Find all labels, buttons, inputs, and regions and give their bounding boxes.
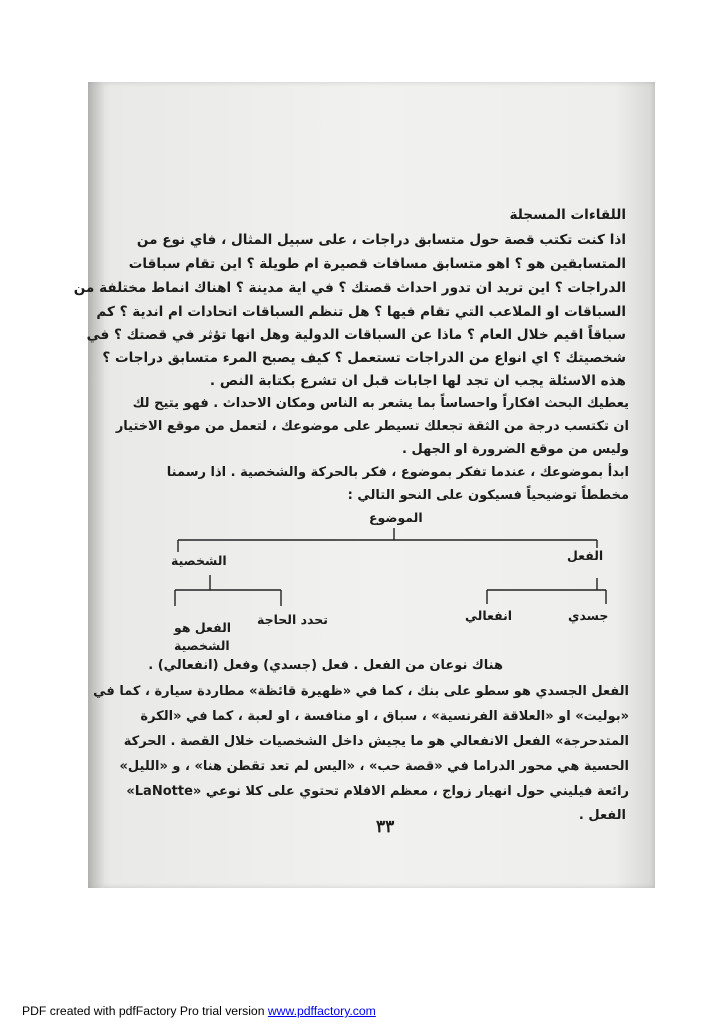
diagram-action-label: الفعل: [567, 548, 604, 563]
body-line: الدراجات ؟ اين تريد ان تدور احداث قصتك ؟ في اية مدينة ؟ اهناك انماط مختلفة من: [73, 280, 626, 296]
diagram-root-label: الموضوع: [369, 510, 423, 525]
body-line: المتسابقين هو ؟ اهو متسابق مسافات قصيرة ام طويلة ؟ اين تقام سباقات: [128, 256, 626, 272]
body-line: «LaNotte» رائعة فيليني حول انهيار زواج ، معظم الافلام تحتوي على كلا نوعي: [126, 784, 629, 799]
diagram-action-is-label: الفعل هو: [174, 620, 232, 635]
diagram-need-label: تحدد الحاجة: [257, 612, 328, 627]
body-line: ابدأ بموضوعك ، عندما تفكر بموضوع ، فكر بالحركة والشخصية . اذا رسمنا: [166, 465, 629, 480]
body-line: الفعل .: [578, 808, 626, 823]
body-line: مخططاً توضيحياً فسيكون على النحو التالي :: [347, 488, 629, 503]
body-line: وليس من موقع الضرورة او الجهل .: [402, 442, 629, 457]
section-heading: اللقاءات المسجلة: [509, 207, 626, 223]
body-line: هذه الاسئلة يجب ان تجد لها اجابات قبل ان تشرع بكتابة النص .: [209, 373, 626, 389]
body-line: سباقاً اقيم خلال العام ؟ ماذا عن السباقات الدولية وهل انها تؤثر في قصتك ؟ في: [86, 327, 626, 343]
body-line: اذا كنت تكتب قصة حول متسابق دراجات ، على سبيل المثال ، فاي نوع من: [136, 232, 626, 248]
body-line: شخصيتك ؟ اي انواع من الدراجات تستعمل ؟ كيف يصبح المرء متسابق دراجات ؟: [102, 350, 626, 366]
body-line: الحسية هي محور الدراما في «قصة حب» ، «اليس لم تعد تقطن هنا» ، و «الليل»: [119, 759, 629, 774]
diagram-character-label: الشخصية: [171, 553, 227, 568]
body-line: يعطيك البحث افكاراً واحساساً بما يشعر به الناس ومكان الاحداث . فهو يتيح لك: [132, 396, 629, 411]
body-line: الفعل الجسدي هو سطو على بنك ، كما في «ظهيرة قائظة» مطاردة سيارة ، كما في: [93, 684, 629, 699]
diagram-character-sub-label: الشخصية: [174, 638, 230, 653]
footer-link[interactable]: www.pdffactory.com: [267, 1004, 376, 1018]
body-line: ان تكتسب درجة من الثقة تجعلك تسيطر على موضوعك ، لتعمل من موقع الاختيار: [115, 419, 629, 434]
pdf-footer: [22, 1004, 376, 1018]
body-line: المتدحرجة» الفعل الانفعالي هو ما يجيش داخل الشخصيات خلال القصة . الحركة: [123, 734, 629, 749]
page-number: ٣٣: [376, 817, 395, 837]
diagram-physical-label: جسدي: [568, 608, 609, 623]
body-line: «بوليت» او «العلاقة الفرنسية» ، سباق ، او منافسة ، او لعبة ، كما في «الكرة: [140, 709, 629, 724]
diagram-emotional-label: انفعالي: [465, 608, 513, 623]
footer-text: PDF created with pdfFactory Pro trial version: [22, 1004, 268, 1018]
body-line: السباقات او الملاعب التي تقام فيها ؟ هل تنظم السباقات اتحادات ام اندية ؟ كم: [96, 304, 626, 320]
body-line: هناك نوعان من الفعل . فعل (جسدي) وفعل (انفعالي) .: [148, 658, 503, 673]
